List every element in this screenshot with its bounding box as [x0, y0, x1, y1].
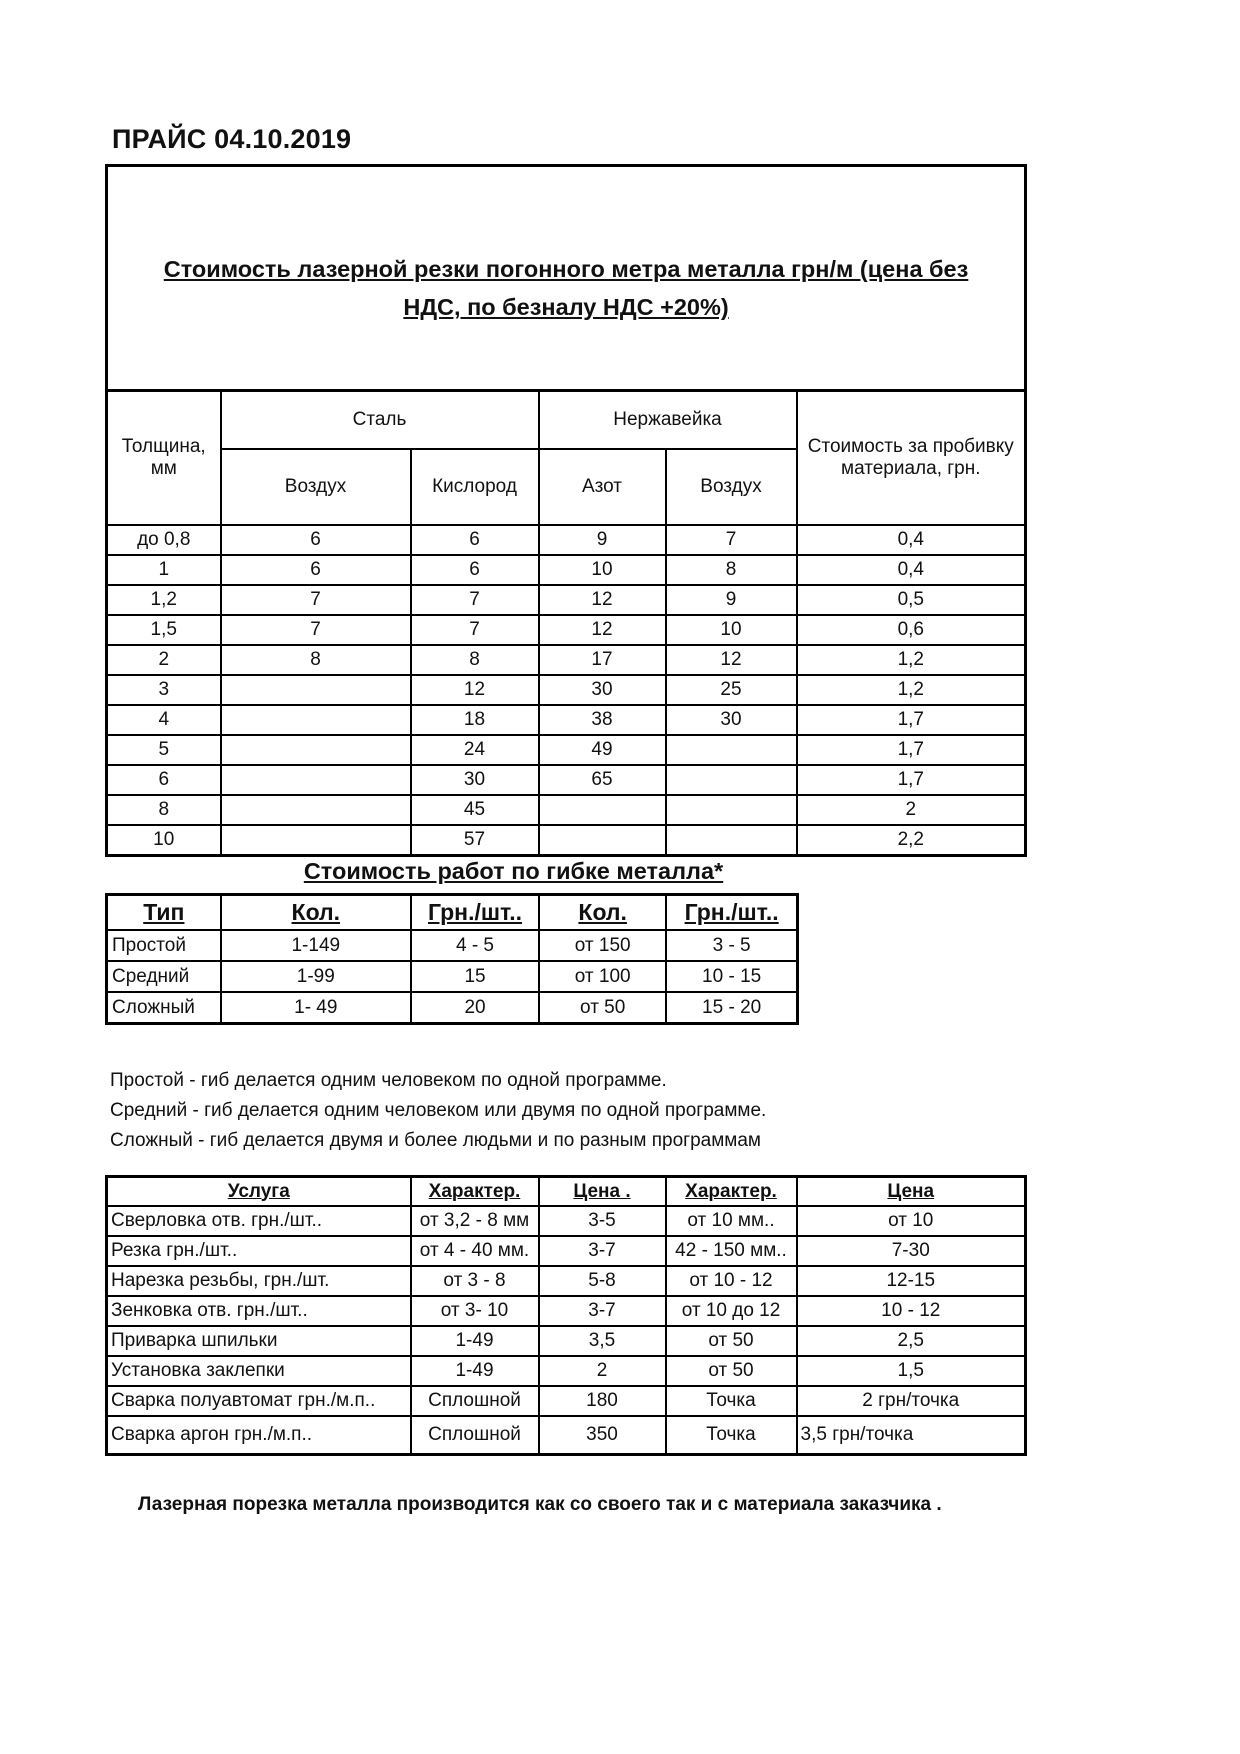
cell-thickness: 3 — [107, 675, 221, 705]
header-steel-oxygen: Кислород — [411, 449, 539, 525]
bending-row — [107, 930, 798, 961]
service-value-cell: от 3,2 - 8 мм — [411, 1206, 539, 1236]
cell-pierce-cost: 1,7 — [797, 735, 1026, 765]
bending-type-cell: Средний — [107, 961, 221, 992]
services-row — [107, 1206, 1026, 1236]
service-value-cell: 2 грн/точка — [797, 1386, 1026, 1416]
cell-steel-air — [221, 705, 411, 735]
bending-value-cell: от 100 — [539, 961, 666, 992]
service-value-cell: 3-7 — [539, 1236, 666, 1266]
services-header-row — [107, 1177, 1026, 1207]
services-row — [107, 1326, 1026, 1356]
cell-steel-air — [221, 795, 411, 825]
services-table-body — [107, 1177, 1026, 1455]
bending-header-cell: Кол. — [539, 895, 666, 931]
header-stainless-nitrogen: Азот — [539, 449, 666, 525]
cell-stainless-nitrogen: 38 — [539, 705, 666, 735]
bending-value-cell: 20 — [411, 992, 539, 1024]
service-name-cell: Резка грн./шт.. — [107, 1236, 411, 1266]
cell-steel-oxygen: 7 — [411, 585, 539, 615]
header-stainless-air: Воздух — [666, 449, 797, 525]
cell-stainless-air — [666, 795, 797, 825]
services-row — [107, 1356, 1026, 1386]
cell-pierce-cost: 0,4 — [797, 555, 1026, 585]
cell-steel-oxygen: 45 — [411, 795, 539, 825]
services-header-cell: Характер. — [666, 1177, 797, 1207]
cell-pierce-cost: 1,2 — [797, 675, 1026, 705]
cell-steel-oxygen: 6 — [411, 555, 539, 585]
bending-value-cell: от 50 — [539, 992, 666, 1024]
service-value-cell: 2,5 — [797, 1326, 1026, 1356]
services-header-cell: Характер. — [411, 1177, 539, 1207]
cell-stainless-air: 9 — [666, 585, 797, 615]
cell-steel-oxygen: 6 — [411, 525, 539, 555]
cell-steel-air — [221, 765, 411, 795]
cell-thickness: до 0,8 — [107, 525, 221, 555]
service-name-cell: Нарезка резьбы, грн./шт. — [107, 1266, 411, 1296]
cell-steel-oxygen: 24 — [411, 735, 539, 765]
cell-pierce-cost: 1,7 — [797, 705, 1026, 735]
service-value-cell: от 50 — [666, 1326, 797, 1356]
cell-thickness: 10 — [107, 825, 221, 856]
bending-row — [107, 961, 798, 992]
laser-row — [107, 615, 1026, 645]
cell-steel-air: 6 — [221, 555, 411, 585]
services-header-cell: Цена — [797, 1177, 1026, 1207]
cell-steel-air: 7 — [221, 615, 411, 645]
cell-stainless-nitrogen: 9 — [539, 525, 666, 555]
header-group-steel: Сталь — [221, 391, 539, 450]
cell-steel-oxygen: 8 — [411, 645, 539, 675]
service-value-cell: от 3 - 8 — [411, 1266, 539, 1296]
bending-type-cell: Сложный — [107, 992, 221, 1024]
laser-row — [107, 765, 1026, 795]
document-title: ПРАЙС 04.10.2019 — [112, 124, 352, 154]
cell-pierce-cost: 2,2 — [797, 825, 1026, 856]
cell-steel-oxygen: 30 — [411, 765, 539, 795]
service-value-cell: 3,5 грн/точка — [797, 1416, 1026, 1455]
service-value-cell: от 10 мм.. — [666, 1206, 797, 1236]
cell-stainless-nitrogen: 17 — [539, 645, 666, 675]
cell-stainless-air — [666, 765, 797, 795]
cell-thickness: 1 — [107, 555, 221, 585]
service-value-cell: Точка — [666, 1416, 797, 1455]
service-value-cell: 3-5 — [539, 1206, 666, 1236]
cell-steel-oxygen: 12 — [411, 675, 539, 705]
cell-stainless-nitrogen: 12 — [539, 615, 666, 645]
cell-steel-air: 8 — [221, 645, 411, 675]
service-name-cell: Сварка полуавтомат грн./м.п.. — [107, 1386, 411, 1416]
cell-steel-air: 7 — [221, 585, 411, 615]
bending-table-body — [107, 895, 798, 1024]
service-value-cell: 3-7 — [539, 1296, 666, 1326]
cell-thickness: 1,5 — [107, 615, 221, 645]
service-value-cell: 12-15 — [797, 1266, 1026, 1296]
service-value-cell: от 10 — [797, 1206, 1026, 1236]
services-row — [107, 1236, 1026, 1266]
header-pierce-cost: Стоимость за пробивку материала, грн. — [797, 391, 1026, 526]
laser-row — [107, 735, 1026, 765]
cell-stainless-nitrogen: 12 — [539, 585, 666, 615]
cell-pierce-cost: 0,6 — [797, 615, 1026, 645]
cell-steel-air — [221, 735, 411, 765]
service-name-cell: Зенковка отв. грн./шт.. — [107, 1296, 411, 1326]
cell-stainless-air: 10 — [666, 615, 797, 645]
cell-stainless-nitrogen: 65 — [539, 765, 666, 795]
cell-pierce-cost: 1,2 — [797, 645, 1026, 675]
bending-value-cell: 1-99 — [221, 961, 411, 992]
service-name-cell: Сверловка отв. грн./шт.. — [107, 1206, 411, 1236]
service-value-cell: 7-30 — [797, 1236, 1026, 1266]
service-value-cell: Сплошной — [411, 1416, 539, 1455]
cell-pierce-cost: 2 — [797, 795, 1026, 825]
cell-pierce-cost: 0,4 — [797, 525, 1026, 555]
bending-value-cell: 15 — [411, 961, 539, 992]
services-header-cell: Цена . — [539, 1177, 666, 1207]
service-value-cell: от 10 - 12 — [666, 1266, 797, 1296]
service-value-cell: 1-49 — [411, 1356, 539, 1386]
service-value-cell: 1,5 — [797, 1356, 1026, 1386]
caption-line-2: НДС, по безналу НДС +20%) — [403, 294, 729, 320]
note-simple: Простой - гиб делается одним человеком по одной программе. — [110, 1070, 667, 1091]
bending-value-cell: 10 - 15 — [666, 961, 797, 992]
cell-thickness: 8 — [107, 795, 221, 825]
cell-stainless-nitrogen: 49 — [539, 735, 666, 765]
service-name-cell: Установка заклепки — [107, 1356, 411, 1386]
caption-line-1: Стоимость лазерной резки погонного метра металла грн/м (цена без — [163, 256, 969, 282]
bending-value-cell: 1-149 — [221, 930, 411, 961]
bending-value-cell: 4 - 5 — [411, 930, 539, 961]
bending-header-cell: Грн./шт.. — [411, 895, 539, 931]
cell-stainless-air — [666, 735, 797, 765]
bending-row — [107, 992, 798, 1024]
bending-title — [105, 858, 1024, 885]
bending-value-cell: 15 - 20 — [666, 992, 797, 1024]
cell-pierce-cost: 0,5 — [797, 585, 1026, 615]
services-row — [107, 1416, 1026, 1455]
cell-stainless-nitrogen: 30 — [539, 675, 666, 705]
service-value-cell: от 4 - 40 мм. — [411, 1236, 539, 1266]
laser-row — [107, 675, 1026, 705]
note-medium: Средний - гиб делается одним человеком или двумя по одной программе. — [110, 1100, 767, 1121]
cell-thickness: 4 — [107, 705, 221, 735]
bending-header-cell: Кол. — [221, 895, 411, 931]
cell-stainless-air: 30 — [666, 705, 797, 735]
laser-cutting-table — [105, 164, 1027, 857]
laser-row — [107, 525, 1026, 555]
service-value-cell: 3,5 — [539, 1326, 666, 1356]
cell-stainless-nitrogen — [539, 825, 666, 856]
cell-steel-air — [221, 675, 411, 705]
bending-header-row — [107, 895, 798, 931]
service-value-cell: Сплошной — [411, 1386, 539, 1416]
service-value-cell: от 10 до 12 — [666, 1296, 797, 1326]
cell-stainless-nitrogen: 10 — [539, 555, 666, 585]
cell-steel-air: 6 — [221, 525, 411, 555]
header-thickness: Толщина, мм — [107, 391, 221, 526]
bending-value-cell: от 150 — [539, 930, 666, 961]
laser-table-body — [107, 525, 1026, 856]
bending-title-text: Стоимость работ по гибке металла* — [303, 858, 724, 884]
cell-stainless-air: 7 — [666, 525, 797, 555]
bending-header-cell: Грн./шт.. — [666, 895, 797, 931]
cell-stainless-air: 25 — [666, 675, 797, 705]
bending-header-cell: Тип — [107, 895, 221, 931]
bending-value-cell: 3 - 5 — [666, 930, 797, 961]
laser-row — [107, 585, 1026, 615]
footer-note: Лазерная порезка металла производится как со своего так и с материала заказчика . — [138, 1494, 942, 1515]
services-table — [105, 1175, 1027, 1456]
header-group-stainless: Нержавейка — [539, 391, 797, 450]
services-row — [107, 1266, 1026, 1296]
bending-type-cell: Простой — [107, 930, 221, 961]
cell-stainless-air — [666, 825, 797, 856]
laser-row — [107, 555, 1026, 585]
cell-steel-oxygen: 57 — [411, 825, 539, 856]
service-value-cell: 1-49 — [411, 1326, 539, 1356]
service-name-cell: Сварка аргон грн./м.п.. — [107, 1416, 411, 1455]
service-value-cell: 5-8 — [539, 1266, 666, 1296]
cell-thickness: 1,2 — [107, 585, 221, 615]
service-value-cell: от 50 — [666, 1356, 797, 1386]
laser-row — [107, 825, 1026, 856]
service-value-cell: от 3- 10 — [411, 1296, 539, 1326]
service-value-cell: 42 - 150 мм.. — [666, 1236, 797, 1266]
cell-steel-air — [221, 825, 411, 856]
services-row — [107, 1296, 1026, 1326]
cell-thickness: 2 — [107, 645, 221, 675]
service-name-cell: Приварка шпильки — [107, 1326, 411, 1356]
laser-row — [107, 795, 1026, 825]
note-complex: Сложный - гиб делается двумя и более людьми и по разным программам — [110, 1130, 761, 1151]
service-value-cell: 350 — [539, 1416, 666, 1455]
cell-stainless-air: 8 — [666, 555, 797, 585]
services-row — [107, 1386, 1026, 1416]
header-steel-air: Воздух — [221, 449, 411, 525]
service-value-cell: 180 — [539, 1386, 666, 1416]
services-header-cell: Услуга — [107, 1177, 411, 1207]
laser-row — [107, 705, 1026, 735]
cell-stainless-air: 12 — [666, 645, 797, 675]
service-value-cell: 10 - 12 — [797, 1296, 1026, 1326]
cell-thickness: 5 — [107, 735, 221, 765]
cell-steel-oxygen: 7 — [411, 615, 539, 645]
service-value-cell: Точка — [666, 1386, 797, 1416]
bending-table — [105, 893, 799, 1025]
cell-steel-oxygen: 18 — [411, 705, 539, 735]
cell-thickness: 6 — [107, 765, 221, 795]
laser-table-caption — [107, 166, 1026, 391]
bending-value-cell: 1- 49 — [221, 992, 411, 1024]
cell-pierce-cost: 1,7 — [797, 765, 1026, 795]
cell-stainless-nitrogen — [539, 795, 666, 825]
service-value-cell: 2 — [539, 1356, 666, 1386]
laser-row — [107, 645, 1026, 675]
